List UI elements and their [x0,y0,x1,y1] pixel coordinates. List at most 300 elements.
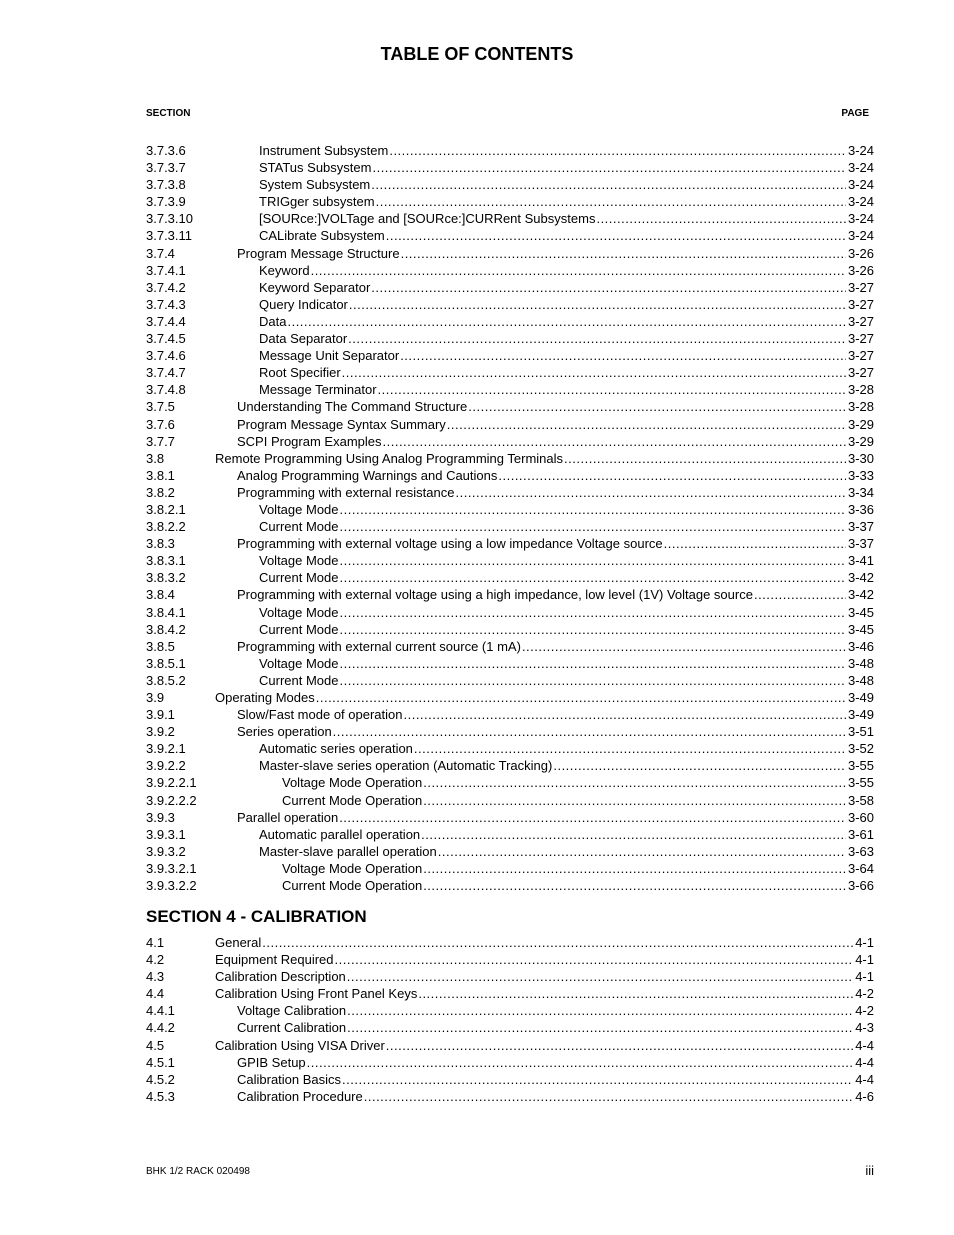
toc-entry-title: SCPI Program Examples [237,433,382,449]
toc-page-number: 4-2 [855,1003,874,1019]
toc-dot-leader [342,1071,853,1088]
toc-page-number: 4-4 [855,1037,874,1053]
toc-dot-leader [401,245,846,262]
toc-page-number: 3-46 [847,638,874,654]
toc-entry [259,757,874,774]
toc-entry-title: GPIB Setup [237,1054,306,1070]
toc-entry-title: Programming with external voltage using a high impedance, low level (1V) Voltage source [237,587,753,603]
toc-row[interactable] [146,860,874,877]
toc-page-number: 3-51 [847,724,874,740]
toc-section-number: 3.8.4.2 [146,621,186,637]
toc-page-number: 3-27 [847,365,874,381]
toc-page-number: 3-49 [847,707,874,723]
toc-dot-leader [262,934,853,951]
toc-row[interactable] [146,364,874,381]
toc-section-number: 3.8.5.1 [146,655,186,671]
toc-row[interactable] [146,1002,874,1019]
toc-row[interactable] [146,159,874,176]
toc-section-number: 3.7.4.7 [146,365,186,381]
toc-entry [237,1002,874,1019]
toc-dot-leader [403,706,845,723]
toc-entry-title: Root Specifier [259,365,341,381]
toc-section-number: 3.8.3.2 [146,570,186,586]
toc-row[interactable] [146,176,874,193]
toc-entry-title: Voltage Mode [259,655,339,671]
toc-row[interactable] [146,296,874,313]
toc-entry [259,193,874,210]
toc-page-number: 4-4 [855,1071,874,1087]
toc-dot-leader [386,227,846,244]
toc-page-number: 3-27 [847,296,874,312]
toc-row[interactable] [146,347,874,364]
toc-page-number: 3-27 [847,313,874,329]
toc-page-number: 3-66 [847,878,874,894]
toc-section-number: 4.5.1 [146,1054,175,1070]
toc-dot-leader [335,951,854,968]
toc-page-number: 4-6 [855,1088,874,1104]
toc-entry [237,467,874,484]
toc-entry-title: Program Message Syntax Summary [237,416,446,432]
toc-row[interactable] [146,877,874,894]
toc-dot-leader [400,347,846,364]
toc-row[interactable] [146,381,874,398]
toc-row[interactable] [146,552,874,569]
toc-entry [282,792,874,809]
toc-dot-leader [348,330,846,347]
toc-entry [237,586,874,603]
toc-dot-leader [418,985,853,1002]
toc-entry [259,262,874,279]
toc-entry [237,416,874,433]
toc-entry-title: Voltage Mode [259,604,339,620]
toc-section-number: 3.9.3.2.2 [146,878,197,894]
toc-entry-title: Current Mode [259,570,339,586]
toc-entry [259,159,874,176]
toc-list-section-4 [146,934,874,1105]
toc-row[interactable] [146,467,874,484]
page-title: TABLE OF CONTENTS [380,44,574,64]
toc-row[interactable] [146,826,874,843]
toc-section-number: 3.7.5 [146,399,175,415]
toc-entry [259,843,874,860]
toc-entry-title: Programming with external current source (1 mA) [237,638,521,654]
toc-section-number: 3.8 [146,450,165,466]
toc-dot-leader [342,364,846,381]
toc-entry-title: General [215,935,262,950]
toc-section-number: 3.8.1 [146,467,175,483]
toc-section-number: 3.9.3.2 [146,843,186,859]
toc-entry-title: Current Mode Operation [282,878,423,894]
toc-dot-leader [307,1054,854,1071]
toc-entry-title: Keyword [259,262,310,278]
toc-dot-leader [347,1002,853,1019]
toc-entry-title: Slow/Fast mode of operation [237,707,403,723]
toc-section-number: 3.9.2.2 [146,758,186,774]
toc-entry [237,809,874,826]
toc-page-number: 3-33 [847,467,874,483]
toc-section-number: 3.9.2 [146,724,175,740]
toc-section-number: 4.1 [146,935,165,950]
toc-entry [259,501,874,518]
toc-dot-leader [339,518,845,535]
toc-dot-leader [468,398,846,415]
toc-row[interactable] [146,951,874,968]
toc-section-number: 4.5.2 [146,1071,175,1087]
toc-dot-leader [378,381,846,398]
toc-entry-title: Current Mode [259,621,339,637]
toc-entry-title: Voltage Calibration [237,1003,347,1019]
toc-dot-leader [383,433,846,450]
toc-entry-title: Current Mode [259,672,339,688]
toc-section-number: 3.8.4.1 [146,604,186,620]
toc-entry [259,279,874,296]
toc-row[interactable] [146,689,874,706]
toc-entry [237,433,874,450]
toc-page-number: 3-37 [847,519,874,535]
toc-entry [259,176,874,193]
toc-page-number: 3-41 [847,553,874,569]
toc-entry [237,706,874,723]
toc-entry-title: Calibration Using VISA Driver [215,1037,385,1053]
toc-entry-title: Current Mode [259,519,339,535]
toc-page-number: 3-24 [847,143,874,158]
toc-row[interactable] [146,330,874,347]
toc-dot-leader [386,1037,853,1054]
toc-dot-leader [754,586,846,603]
toc-page-number: 3-55 [847,758,874,774]
toc-entry [282,860,874,877]
toc-page-number: 3-27 [847,331,874,347]
toc-page-number: 3-28 [847,382,874,398]
toc-entry [259,210,874,227]
toc-page-number: 4-3 [855,1020,874,1036]
toc-section-number: 3.8.2 [146,484,175,500]
toc-entry [259,621,874,638]
toc-dot-leader [340,604,846,621]
toc-entry-title: Message Unit Separator [259,348,400,364]
toc-row[interactable] [146,586,874,603]
toc-dot-leader [421,826,846,843]
toc-entry [215,985,874,1002]
toc-entry [237,638,874,655]
toc-row[interactable] [146,1071,874,1088]
toc-section-number: 4.4.2 [146,1020,175,1036]
toc-row[interactable] [146,1054,874,1071]
toc-dot-leader [423,774,846,791]
toc-section-number: 3.9.3 [146,809,175,825]
toc-row[interactable] [146,672,874,689]
toc-row[interactable] [146,416,874,433]
toc-section-number: 3.9 [146,690,165,705]
toc-row[interactable] [146,227,874,244]
toc-entry-title: Automatic parallel operation [259,826,421,842]
toc-dot-leader [339,809,846,826]
toc-section-number: 3.7.3.7 [146,160,186,176]
toc-dot-leader [311,262,846,279]
toc-page-number: 3-42 [847,587,874,603]
toc-row[interactable] [146,484,874,501]
toc-dot-leader [423,792,846,809]
toc-entry [237,398,874,415]
toc-page-number: 3-26 [847,245,874,261]
toc-section-number: 3.7.4.2 [146,279,186,295]
toc-page-number: 3-55 [847,775,874,791]
toc-dot-leader [340,501,846,518]
toc-dot-leader [339,672,845,689]
toc-entry [259,313,874,330]
toc-entry-title: Calibration Using Front Panel Keys [215,986,418,1002]
toc-dot-leader [438,843,846,860]
toc-page-number: 3-28 [847,399,874,415]
toc-row[interactable] [146,1037,874,1054]
toc-entry-title: Automatic series operation [259,741,413,757]
toc-dot-leader [447,416,846,433]
toc-row[interactable] [146,313,874,330]
toc-page-number: 3-64 [847,860,874,876]
toc-section-number: 4.3 [146,969,165,985]
toc-row[interactable] [146,604,874,621]
toc-row[interactable] [146,279,874,296]
toc-dot-leader [455,484,845,501]
toc-entry-title: Voltage Mode [259,553,339,569]
toc-entry-title: Remote Programming Using Analog Programming Terminals [215,450,564,466]
toc-entry-title: Equipment Required [215,952,334,968]
toc-dot-leader [371,279,846,296]
toc-dot-leader [553,757,846,774]
toc-entry-title: STATus Subsystem [259,160,372,176]
toc-entry [259,655,874,672]
toc-entry [237,1088,874,1105]
toc-section-number: 3.8.5.2 [146,672,186,688]
toc-row[interactable] [146,450,874,467]
toc-entry-title: [SOURce:]VOLTage and [SOURce:]CURRent Subsystems [259,211,596,227]
toc-dot-leader [423,877,846,894]
toc-entry-title: Data Separator [259,331,348,347]
toc-section-number: 3.8.2.1 [146,501,186,517]
toc-section-number: 3.7.4.5 [146,331,186,347]
toc-row[interactable] [146,723,874,740]
toc-entry [215,951,874,968]
toc-page-number: 3-63 [847,843,874,859]
toc-row[interactable] [146,774,874,791]
toc-entry [215,689,874,706]
toc-dot-leader [349,296,846,313]
toc-row[interactable] [146,985,874,1002]
toc-row[interactable] [146,193,874,210]
toc-row[interactable] [146,792,874,809]
toc-entry [259,672,874,689]
toc-entry-title: Voltage Mode [259,501,339,517]
toc-section-number: 3.7.4.1 [146,262,186,278]
toc-row[interactable] [146,210,874,227]
toc-section-number: 3.7.3.10 [146,211,193,227]
toc-entry-title: System Subsystem [259,177,371,193]
toc-entry [259,227,874,244]
toc-dot-leader [340,655,846,672]
toc-entry-title: Voltage Mode Operation [282,860,423,876]
toc-entry-title: Master-slave series operation (Automatic Tracking) [259,758,553,774]
toc-page-number: 3-37 [847,536,874,552]
toc-row[interactable] [146,638,874,655]
toc-entry [259,381,874,398]
toc-dot-leader [347,968,853,985]
toc-entry-title: Current Mode Operation [282,792,423,808]
toc-entry-title: Master-slave parallel operation [259,843,437,859]
toc-entry-title: Data [259,313,287,329]
toc-page-number: 3-29 [847,416,874,432]
toc-dot-leader [339,621,845,638]
toc-entry [237,723,874,740]
toc-entry-title: Current Calibration [237,1020,347,1036]
toc-section-number: 3.7.3.11 [146,228,193,244]
toc-page-number: 4-1 [855,952,874,968]
toc-entry-title: Query Indicator [259,296,348,312]
toc-entry-title: Instrument Subsystem [259,143,389,158]
toc-entry [237,1071,874,1088]
toc-row[interactable] [146,569,874,586]
toc-row[interactable] [146,621,874,638]
toc-row[interactable] [146,757,874,774]
page-column-header: PAGE [841,108,869,119]
toc-entry [215,968,874,985]
toc-row[interactable] [146,535,874,552]
toc-page-number: 3-58 [847,792,874,808]
toc-page-number: 3-24 [847,177,874,193]
toc-page-number: 3-42 [847,570,874,586]
toc-page-number: 3-61 [847,826,874,842]
toc-section-number: 4.5 [146,1037,165,1053]
toc-row[interactable] [146,398,874,415]
section-4-heading: SECTION 4 - CALIBRATION [146,907,367,926]
toc-page-number: 3-26 [847,262,874,278]
toc-entry [237,1019,874,1036]
footer-page-number: iii [865,1163,874,1178]
toc-row[interactable] [146,518,874,535]
toc-entry-title: Calibration Basics [237,1071,342,1087]
toc-section-number: 3.9.1 [146,707,175,723]
toc-page-number: 3-60 [847,809,874,825]
toc-section-number: 4.2 [146,952,165,968]
toc-entry [259,569,874,586]
toc-page-number: 3-30 [847,450,874,466]
toc-section-number: 3.8.3.1 [146,553,186,569]
toc-row[interactable] [146,262,874,279]
toc-section-number: 4.5.3 [146,1088,175,1104]
toc-entry-title: Voltage Mode Operation [282,775,423,791]
toc-row[interactable] [146,740,874,757]
toc-page-number: 3-27 [847,279,874,295]
toc-page-number: 4-1 [855,935,874,950]
toc-section-number: 3.9.2.1 [146,741,186,757]
toc-section-number: 3.7.3.9 [146,194,186,210]
toc-row[interactable] [146,501,874,518]
toc-dot-leader [347,1019,853,1036]
toc-row[interactable] [146,245,874,262]
toc-page-number: 3-24 [847,211,874,227]
toc-page-number: 3-36 [847,501,874,517]
toc-entry-title: Operating Modes [215,690,315,705]
toc-page-number: 4-2 [855,986,874,1002]
toc-row[interactable] [146,934,874,951]
toc-page-number: 3-24 [847,194,874,210]
toc-section-number: 3.8.4 [146,587,175,603]
toc-page-number: 3-52 [847,741,874,757]
toc-page-number: 3-29 [847,433,874,449]
toc-section-number: 3.7.3.6 [146,143,186,158]
toc-list-section-3 [146,142,874,894]
toc-section-number: 3.9.2.2.2 [146,792,197,808]
toc-entry-title: Keyword Separator [259,279,371,295]
toc-dot-leader [339,569,845,586]
toc-row[interactable] [146,843,874,860]
toc-row[interactable] [146,655,874,672]
toc-row[interactable] [146,433,874,450]
toc-page-number: 3-24 [847,160,874,176]
toc-row[interactable] [146,968,874,985]
toc-row[interactable] [146,809,874,826]
toc-dot-leader [414,740,846,757]
toc-section-number: 3.7.4.3 [146,296,186,312]
toc-dot-leader [522,638,846,655]
toc-entry [215,450,874,467]
toc-entry-title: Calibration Procedure [237,1088,363,1104]
toc-page-number: 3-45 [847,604,874,620]
toc-entry-title: Analog Programming Warnings and Cautions [237,467,498,483]
toc-dot-leader [372,159,846,176]
toc-section-number: 4.4 [146,986,165,1002]
toc-section-number: 3.9.3.1 [146,826,186,842]
toc-entry [282,877,874,894]
toc-section-number: 3.9.2.2.1 [146,775,197,791]
toc-section-number: 3.7.3.8 [146,177,186,193]
toc-dot-leader [498,467,846,484]
toc-row[interactable] [146,1019,874,1036]
toc-entry [259,347,874,364]
toc-section-number: 3.7.7 [146,433,175,449]
toc-dot-leader [596,210,846,227]
toc-dot-leader [316,689,846,706]
footer-document-id: BHK 1/2 RACK 020498 [146,1166,250,1177]
toc-section-number: 3.7.4.4 [146,313,186,329]
toc-entry [259,330,874,347]
toc-page-number: 3-48 [847,655,874,671]
toc-page-number: 4-4 [855,1054,874,1070]
toc-row[interactable] [146,1088,874,1105]
toc-section-number: 3.9.3.2.1 [146,860,197,876]
toc-dot-leader [376,193,846,210]
toc-entry [259,142,874,159]
toc-dot-leader [389,142,846,159]
toc-entry [215,1037,874,1054]
toc-entry [237,535,874,552]
toc-row[interactable] [146,706,874,723]
toc-section-number: 3.8.3 [146,536,175,552]
toc-entry-title: TRIGger subsystem [259,194,375,210]
toc-section-number: 3.7.6 [146,416,175,432]
toc-dot-leader [333,723,846,740]
toc-entry [215,934,874,951]
toc-dot-leader [371,176,846,193]
toc-entry-title: Message Terminator [259,382,377,398]
toc-page-number: 3-49 [847,690,874,705]
toc-entry-title: Parallel operation [237,809,339,825]
toc-row[interactable] [146,142,874,159]
toc-section-number: 3.8.2.2 [146,519,186,535]
toc-page-number: 4-1 [855,969,874,985]
toc-dot-leader [340,552,846,569]
toc-entry [259,364,874,381]
section-column-header: SECTION [146,108,191,119]
